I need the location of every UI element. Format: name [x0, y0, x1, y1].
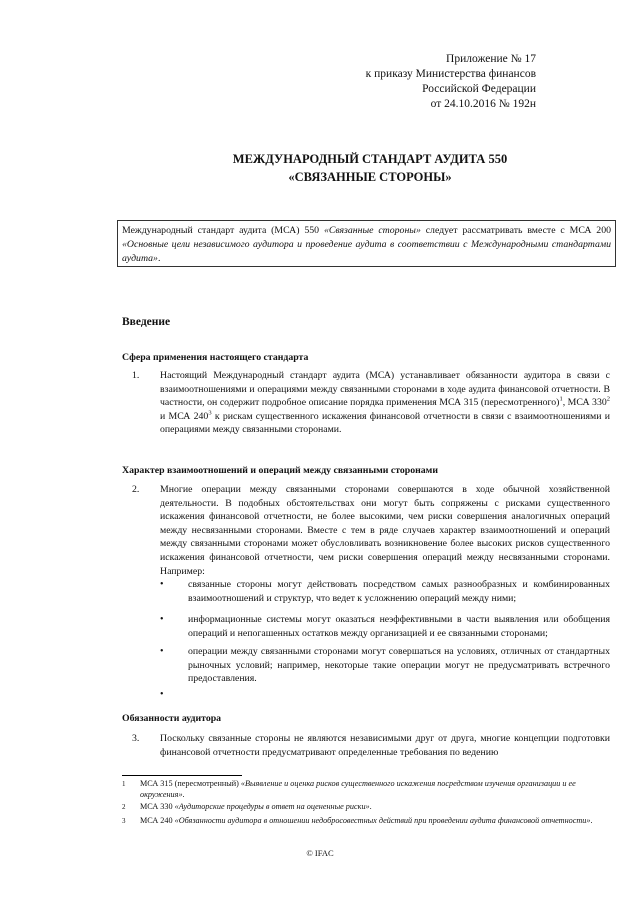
section-1-heading: Сфера применения настоящего стандарта	[122, 352, 309, 363]
bullet-2-glyph: •	[160, 614, 164, 625]
bullet-1-text: связанные стороны могут действовать посредством самых разнообразных и комбинированных взаимоотношений и структур, что ведет к усложнению операций между ними;	[188, 579, 610, 604]
section-1-paragraph	[160, 369, 610, 437]
box-text-3: .	[157, 253, 161, 264]
scope-note-box	[117, 220, 616, 267]
bullet-1-glyph: •	[160, 579, 164, 590]
footnote-2	[140, 801, 610, 812]
bullet-3-glyph: •	[160, 646, 164, 657]
footnote-1	[140, 778, 610, 800]
footnote-3-number: 3	[122, 817, 126, 825]
bullet-2-text: информационные системы могут оказаться неэффективными в части выявления или обобщения операций и непогашенных остатков между организацией и ее связанными сторонами;	[188, 614, 610, 639]
footnote-1-italic: «Выявление и оценка рисков существенного искажения посредством изучения организации и ее окружения»	[140, 779, 576, 799]
copyright-footer: © IFAC	[306, 848, 334, 858]
box-text-1: Международный стандарт аудита (МСА) 550	[122, 225, 324, 236]
footnote-1-number: 1	[122, 780, 126, 788]
s1-sup-3: 3	[208, 409, 212, 417]
box-italic-2: «Основные цели независимого аудитора и проведение аудита в соответствии с Международными стандартами аудита»	[122, 239, 611, 264]
footnote-3-plain: МСА 240	[140, 816, 175, 825]
footnote-2-italic: «Аудиторские процедуры в ответ на оцененные риски»	[174, 802, 370, 811]
title-line-2: «СВЯЗАННЫЕ СТОРОНЫ»	[288, 170, 452, 184]
footnote-2-number: 2	[122, 803, 126, 811]
box-text-2: следует рассматривать вместе с МСА 200	[420, 225, 611, 236]
footnote-1-end: .	[182, 790, 185, 799]
section-2-heading: Характер взаимоотношений и операций между связанными сторонами	[122, 465, 438, 476]
box-italic-1: «Связанные стороны»	[323, 225, 421, 236]
section-2-paragraph: Многие операции между связанными сторонами совершаются в ходе обычной хозяйственной деятельности. В подобных обстоятельствах они могут быть сопряжены с рисками существенного искажения финансовой отчетности, не более высокими, чем риски совершения аналогичных операций между несвязанными сторонами. Вместе с тем в ряде случаев характер взаимоотношений и операций между связанными сторонами может обусловливать возникновение более высоких рисков существенного искажения финансовой отчетности, чем риски совершения операций между несвязанными сторонами. Например:	[160, 484, 610, 577]
footnote-2-end: .	[369, 802, 372, 811]
footnote-rule	[122, 775, 242, 776]
section-2-number: 2.	[132, 484, 140, 495]
section-3-heading: Обязанности аудитора	[122, 713, 222, 724]
section-3-paragraph: Поскольку связанные стороны не являются независимыми друг от друга, многие концепции подготовки финансовой отчетности предусматривают определенные требования по ведению	[160, 733, 610, 758]
bullet-3-text: операции между связанными сторонами могут совершаться на условиях, отличных от стандартных рыночных условий; например, некоторые такие операции могут не предусматривать встречного предоставления.	[188, 646, 610, 685]
footnote-3-italic: «Обязанности аудитора в отношении недобросовестных действий при проведении аудита финансовой отчетности»	[174, 816, 591, 825]
footnote-2-plain: МСА 330	[140, 802, 175, 811]
s1-text-d: к рискам существенного искажения финансовой отчетности в связи с взаимоотношениями и операциями между связанными сторонами.	[160, 410, 611, 436]
intro-heading: Введение	[122, 316, 171, 328]
s1-sup-2: 2	[606, 395, 610, 403]
s1-text-b: , МСА 330	[562, 397, 607, 409]
document-title	[120, 150, 620, 186]
s1-text-c: и МСА 240	[160, 410, 209, 422]
s1-sup-1: 1	[559, 395, 563, 403]
appendix-line-1: Приложение № 17	[446, 53, 536, 65]
appendix-header	[276, 52, 536, 112]
footnote-3-end: .	[590, 816, 593, 825]
appendix-line-4: от 24.10.2016 № 192н	[430, 98, 536, 110]
section-1-number: 1.	[132, 370, 140, 381]
appendix-line-2: к приказу Министерства финансов	[365, 68, 536, 80]
footnote-3	[140, 815, 610, 826]
bullet-4-glyph: •	[160, 689, 164, 700]
title-line-1: МЕЖДУНАРОДНЫЙ СТАНДАРТ АУДИТА 550	[232, 152, 508, 166]
section-3-number: 3.	[132, 733, 140, 744]
footnote-1-plain: МСА 315 (пересмотренный)	[140, 779, 241, 788]
appendix-line-3: Российской Федерации	[422, 83, 536, 95]
s1-text-a: Настоящий Международный стандарт аудита (МСА) устанавливает обязанности аудитора в связи с взаимоотношениями и операциями между связанными сторонами в ходе аудита финансовой отчетности. В частности, он содержит подробное описание порядка применения МСА 315 (пересмотренного)	[160, 370, 610, 409]
